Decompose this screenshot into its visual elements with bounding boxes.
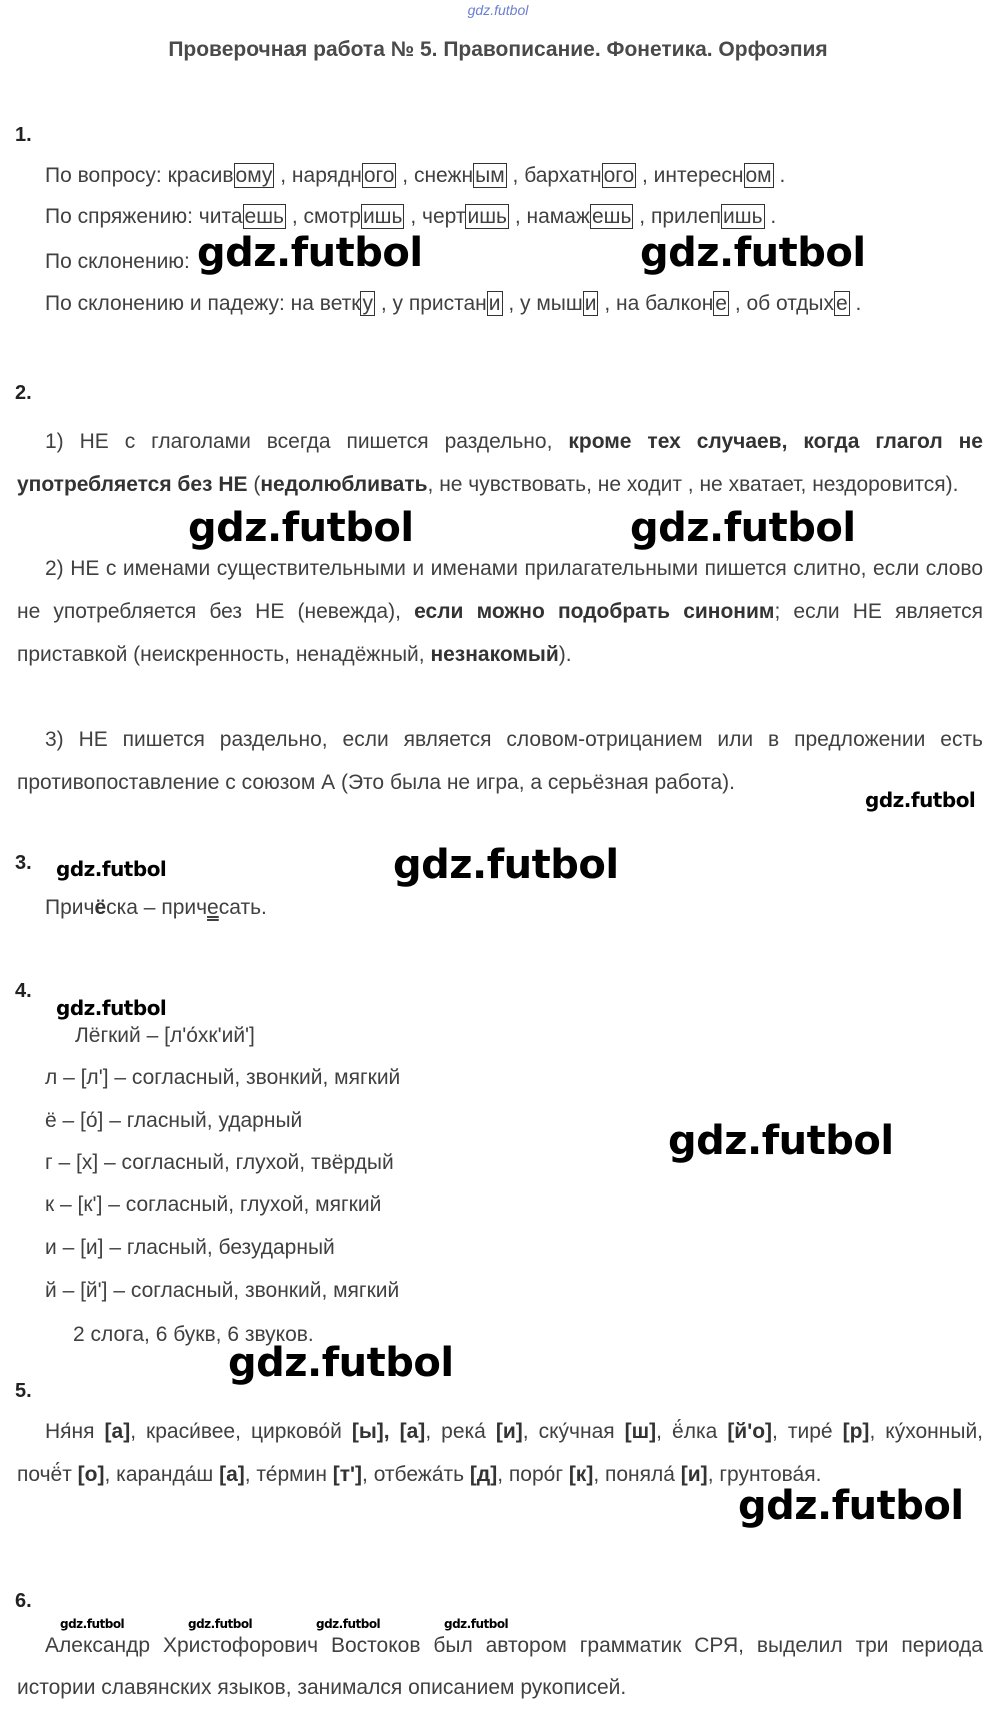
word-stem: снежн	[413, 164, 474, 187]
text-fragment: , краси́вее, цирково́й	[130, 1420, 352, 1443]
bold-fragment: [ш]	[624, 1420, 657, 1443]
text-fragment: , ку́хонный, почё́т	[17, 1420, 984, 1486]
task-3-words: Причёска – причесать.	[45, 896, 267, 919]
word-stem: на ветк	[290, 292, 361, 315]
separator: ,	[506, 164, 525, 187]
text-fragment: Ня́ня	[45, 1420, 105, 1443]
ending-box: ого	[603, 164, 635, 187]
task-2-paragraph-2	[17, 547, 983, 676]
watermark: gdz.futbol	[197, 230, 423, 276]
separator: ,	[404, 205, 422, 228]
separator: ,	[274, 164, 292, 187]
task-2-paragraph-1	[17, 420, 983, 506]
text-fragment: ).	[558, 643, 572, 666]
row-label: По спряжению:	[45, 205, 199, 228]
word-stem: нарядн	[291, 164, 362, 187]
watermark: gdz.futbol	[56, 996, 167, 1020]
bold-fragment: [а]	[219, 1463, 245, 1486]
separator: ,	[636, 164, 654, 187]
word-stem: на балкон	[616, 292, 714, 315]
task-5-number: 5.	[15, 1380, 32, 1402]
bold-fragment: [ы], [а]	[351, 1420, 426, 1443]
text-fragment: , поро́г	[497, 1463, 569, 1486]
text-fragment: (	[247, 473, 261, 496]
separator: ,	[374, 292, 393, 315]
word-stem: об отдых	[746, 292, 835, 315]
word-stem: бархатн	[524, 164, 602, 187]
task-1-number: 1.	[15, 124, 32, 146]
separator: .	[764, 205, 777, 228]
task-2-number: 2.	[15, 382, 32, 404]
word-stem: интересн	[653, 164, 744, 187]
bold-fragment: если можно подобрать синоним	[414, 600, 775, 623]
ending-box: ому	[235, 164, 273, 187]
task-4-sound-line: ё – [о́] – гласный, ударный	[45, 1109, 303, 1132]
bold-fragment: [к]	[568, 1463, 594, 1486]
ending-box: и	[488, 292, 501, 315]
ending-box: ешь	[591, 205, 632, 228]
watermark: gdz.futbol	[444, 1617, 509, 1631]
separator: ,	[502, 292, 521, 315]
watermark: gdz.futbol	[60, 1617, 125, 1631]
separator: .	[849, 292, 862, 315]
ending-box: ого	[363, 164, 395, 187]
separator: ,	[728, 292, 747, 315]
watermark: gdz.futbol	[393, 842, 619, 888]
top-watermark: gdz.futbol	[467, 2, 529, 18]
text-fragment: , тире́	[772, 1420, 843, 1443]
ending-box: ишь	[362, 205, 403, 228]
task-4-number: 4.	[15, 980, 32, 1002]
task-4-sound-line: к – [к'] – согласный, глухой, мягкий	[45, 1193, 382, 1216]
text-fragment: ; если НЕ является приставкой (неискренность, ненадёжный,	[17, 600, 983, 666]
watermark: gdz.futbol	[640, 230, 866, 276]
task-1-row-conjugation	[45, 205, 776, 229]
text-fragment: , каранда́ш	[104, 1463, 220, 1486]
task-4-sound-line: г – [х] – согласный, глухой, твёрдый	[45, 1151, 394, 1174]
text-fragment: 1) НЕ с глаголами всегда пишется раздельно,	[45, 430, 569, 453]
separator: ,	[396, 164, 414, 187]
word-stem: черт	[422, 205, 466, 228]
text-fragment: , те́рмин	[244, 1463, 333, 1486]
row-label: По склонению и падежу:	[45, 292, 291, 315]
watermark: gdz.futbol	[316, 1617, 381, 1631]
bold-fragment: [а]	[104, 1420, 131, 1443]
watermark: gdz.futbol	[188, 1617, 253, 1631]
text-fragment: , ё́лка	[656, 1420, 728, 1443]
separator: ,	[633, 205, 651, 228]
text-fragment: , река́	[425, 1420, 496, 1443]
word-stem: намаж	[526, 205, 590, 228]
watermark: gdz.futbol	[56, 857, 167, 881]
watermark: gdz.futbol	[738, 1483, 964, 1529]
task-4-sound-line: и – [и] – гласный, безударный	[45, 1236, 335, 1259]
watermark: gdz.futbol	[188, 505, 414, 551]
task-1-row-declension-case	[45, 292, 861, 316]
page-title: Проверочная работа № 5. Правописание. Фонетика. Орфоэпия	[168, 38, 828, 61]
ending-box: у	[362, 292, 373, 315]
word-stem: прилеп	[650, 205, 722, 228]
ending-box: е	[715, 292, 727, 315]
ending-box: и	[584, 292, 597, 315]
text-fragment: , поняла́	[593, 1463, 681, 1486]
separator: ,	[509, 205, 527, 228]
ending-box: ишь	[467, 205, 507, 228]
bold-fragment: недолюбливать	[260, 473, 428, 496]
word-stem: чита	[198, 205, 243, 228]
task-1-row-question	[45, 164, 785, 188]
task-4-sound-line: л – [л'] – согласный, звонкий, мягкий	[45, 1066, 401, 1089]
task-2-paragraph-3: 3) НЕ пишется раздельно, если является словом-отрицанием или в предложении есть противопоставление с союзом А (Это была не игра, а серьёзная работа).	[17, 728, 983, 794]
task-3-number: 3.	[15, 852, 32, 874]
ending-box: ешь	[244, 205, 284, 228]
text-fragment: , грунтова́я.	[707, 1463, 822, 1486]
separator: ,	[598, 292, 616, 315]
bold-fragment: [и]	[495, 1420, 523, 1443]
watermark: gdz.futbol	[228, 1340, 454, 1386]
bold-fragment: [и]	[680, 1463, 708, 1486]
bold-fragment: [о]	[77, 1463, 105, 1486]
task-1-row-declension: По склонению:	[45, 250, 190, 273]
bold-fragment: незнакомый	[430, 643, 559, 666]
word-stem: у мыш	[520, 292, 583, 315]
text-fragment: , ску́чная	[522, 1420, 625, 1443]
row-label: По вопросу:	[45, 164, 168, 187]
bold-fragment: [р]	[842, 1420, 870, 1443]
ending-box: е	[836, 292, 848, 315]
ending-box: ом	[745, 164, 772, 187]
bold-fragment: [д]	[469, 1463, 498, 1486]
task-4-word: Лёгкий – [л'о́хк'ий']	[75, 1024, 255, 1047]
text-fragment: , отбежа́ть	[362, 1463, 470, 1486]
bold-fragment: [й'о]	[727, 1420, 773, 1443]
separator: .	[773, 164, 786, 187]
text-fragment: , не чувствовать, не ходит , не хватает, нездоровится).	[427, 473, 959, 496]
bold-fragment: кроме тех случаев, когда глагол не употребляется без НЕ	[17, 430, 983, 496]
ending-box: ым	[475, 164, 505, 187]
ending-box: ишь	[723, 205, 763, 228]
task-4-sound-line: й – [й'] – согласный, звонкий, мягкий	[45, 1279, 400, 1302]
task-6-paragraph: Александр Христофорович Востоков был автором грамматик СРЯ, выделил три периода истории славянских языков, занимался описанием рукописей.	[17, 1634, 983, 1699]
word-stem: у пристан	[392, 292, 487, 315]
separator: ,	[285, 205, 304, 228]
word-stem: смотр	[303, 205, 361, 228]
word-stem: красив	[167, 164, 234, 187]
task-6-number: 6.	[15, 1590, 32, 1612]
text-fragment: 2) НЕ с именами существительными и именами прилагательными пишется слитно, если слово не употребляется без НЕ (невежда),	[17, 557, 983, 623]
watermark: gdz.futbol	[865, 788, 976, 812]
watermark: gdz.futbol	[668, 1118, 894, 1164]
watermark: gdz.futbol	[630, 505, 856, 551]
bold-fragment: [т']	[332, 1463, 363, 1486]
task-4-summary: 2 слога, 6 букв, 6 звуков.	[73, 1323, 314, 1346]
